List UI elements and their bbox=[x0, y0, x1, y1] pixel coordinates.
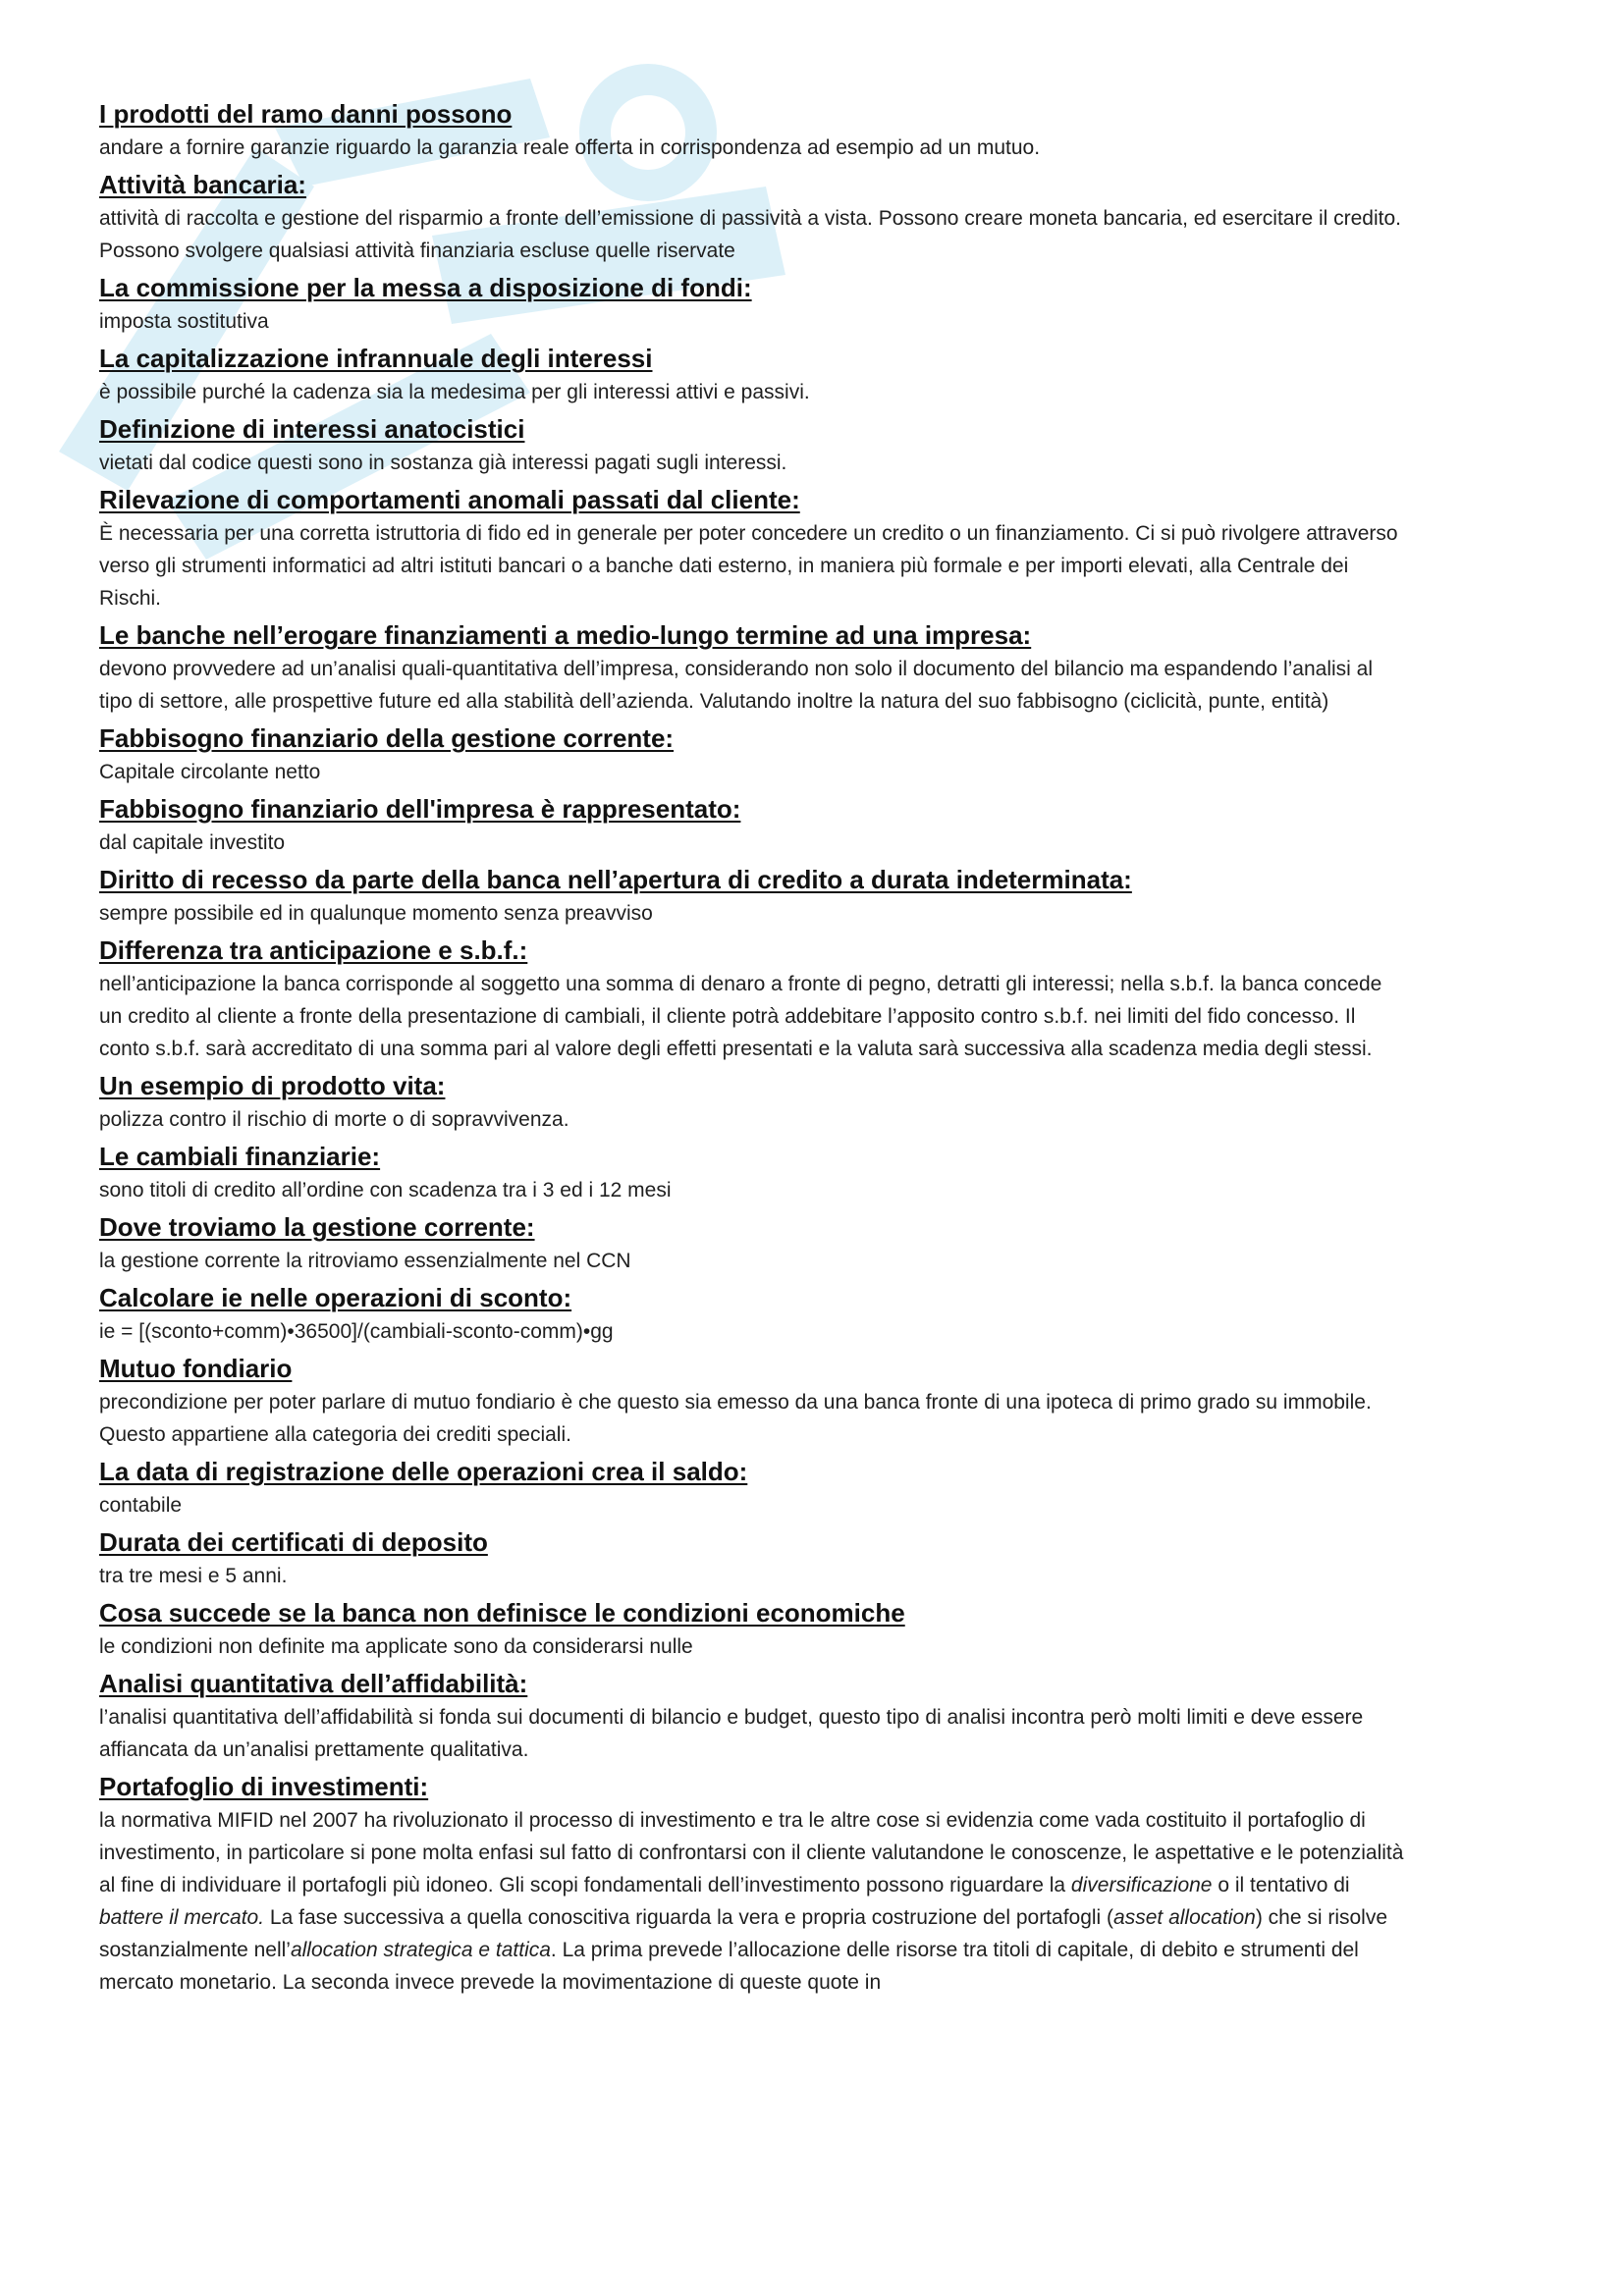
qa-entry bbox=[99, 482, 1405, 614]
qa-entry bbox=[99, 1524, 1405, 1592]
entry-heading: La commissione per la messa a disposizione di fondi: bbox=[99, 273, 752, 302]
document-page bbox=[99, 96, 1405, 2002]
body-text: o il tentativo di bbox=[1212, 1874, 1350, 1896]
entry-body: attività di raccolta e gestione del risparmio a fronte dell’emissione di passività a vista. Possono creare moneta bancaria, ed esercitare il credito. Possono svolgere qualsiasi attività finanziaria escluse quelle riservate bbox=[99, 207, 1401, 262]
qa-entry bbox=[99, 1209, 1405, 1277]
entry-body: ie = [(sconto+comm)•36500]/(cambiali-sconto-comm)•gg bbox=[99, 1320, 614, 1343]
entry-body: Capitale circolante netto bbox=[99, 761, 321, 783]
entry-body: devono provvedere ad un’analisi quali-quantitativa dell’impresa, considerando non solo il documento del bilancio ma espandendo l’analisi al tipo di settore, alle prospettive future ed alla stabilità dell’azienda. Valutando inoltre la natura del suo fabbisogno (ciclicità, punte, entità) bbox=[99, 658, 1373, 713]
entry-heading: Diritto di recesso da parte della banca nell’apertura di credito a durata indeterminata: bbox=[99, 865, 1132, 894]
qa-entry bbox=[99, 167, 1405, 267]
entry-body: precondizione per poter parlare di mutuo fondiario è che questo sia emesso da una banca fronte di una ipoteca di primo grado su immobile. Questo appartiene alla categoria dei crediti speciali. bbox=[99, 1391, 1372, 1446]
body-text: . La prima prevede l’allocazione delle risorse tra titoli di capitale, di debito e strumenti del mercato monetario. La seconda invece prevede la movimentazione di queste quote in bbox=[99, 1939, 1359, 1994]
entry-heading: Un esempio di prodotto vita: bbox=[99, 1071, 446, 1100]
qa-entry-portfolio bbox=[99, 1769, 1405, 1999]
entry-body: è possibile purché la cadenza sia la medesima per gli interessi attivi e passivi. bbox=[99, 381, 810, 403]
entry-heading: La capitalizzazione infrannuale degli interessi bbox=[99, 344, 653, 373]
qa-entry bbox=[99, 411, 1405, 479]
qa-entry bbox=[99, 341, 1405, 408]
qa-entry bbox=[99, 1454, 1405, 1522]
body-text: ) che si risolve sostanzialmente nell’ bbox=[99, 1906, 1388, 1961]
entry-heading: Definizione di interessi anatocistici bbox=[99, 414, 525, 444]
entry-body: vietati dal codice questi sono in sostanza già interessi pagati sugli interessi. bbox=[99, 452, 787, 474]
entry-heading: Calcolare ie nelle operazioni di sconto: bbox=[99, 1283, 572, 1312]
italic-term: allocation strategica e tattica bbox=[290, 1939, 551, 1961]
entry-body: la gestione corrente la ritroviamo essenzialmente nel CCN bbox=[99, 1250, 631, 1272]
entry-heading: Dove troviamo la gestione corrente: bbox=[99, 1212, 535, 1242]
entry-body: tra tre mesi e 5 anni. bbox=[99, 1565, 288, 1587]
entry-body: imposta sostitutiva bbox=[99, 310, 269, 333]
entry-body: dal capitale investito bbox=[99, 831, 286, 854]
entry-heading: Durata dei certificati di deposito bbox=[99, 1527, 488, 1557]
entry-body: l’analisi quantitativa dell’affidabilità si fonda sui documenti di bilancio e budget, questo tipo di analisi incontra però molti limiti e deve essere affiancata da un’analisi prettamente qualitativa. bbox=[99, 1706, 1364, 1761]
entry-heading: Rilevazione di comportamenti anomali passati dal cliente: bbox=[99, 485, 800, 514]
body-text: La fase successiva a quella conoscitiva riguarda la vera e propria costruzione del portafogli ( bbox=[264, 1906, 1114, 1929]
entry-heading: Fabbisogno finanziario della gestione corrente: bbox=[99, 723, 675, 753]
italic-term: asset allocation bbox=[1113, 1906, 1256, 1929]
qa-entry bbox=[99, 791, 1405, 859]
entry-heading: Analisi quantitativa dell’affidabilità: bbox=[99, 1669, 528, 1698]
entry-body bbox=[99, 1804, 1405, 1999]
entry-heading: I prodotti del ramo danni possono bbox=[99, 99, 513, 129]
entry-body: sempre possibile ed in qualunque momento senza preavviso bbox=[99, 902, 653, 925]
qa-entry bbox=[99, 933, 1405, 1065]
entry-heading: Differenza tra anticipazione e s.b.f.: bbox=[99, 935, 528, 965]
entry-body: le condizioni non definite ma applicate sono da considerarsi nulle bbox=[99, 1635, 693, 1658]
entry-heading: Cosa succede se la banca non definisce le condizioni economiche bbox=[99, 1598, 905, 1628]
entry-body: polizza contro il rischio di morte o di sopravvivenza. bbox=[99, 1108, 569, 1131]
entry-body: nell’anticipazione la banca corrisponde al soggetto una somma di denaro a fronte di pegno, detratti gli interessi; nella s.b.f. la banca concede un credito al cliente a fronte della presentazione di cambiali, il cliente potrà addebitare l’apposito contro s.b.f. nei limiti del fido concesso. Il conto s.b.f. sarà accreditato di una somma pari al valore degli effetti presentati e la valuta sarà successiva alla scadenza media degli stessi. bbox=[99, 973, 1382, 1060]
qa-entry bbox=[99, 1139, 1405, 1206]
entry-heading: Attività bancaria: bbox=[99, 170, 306, 199]
entry-heading: Fabbisogno finanziario dell'impresa è rappresentato: bbox=[99, 794, 741, 824]
italic-term: diversificazione bbox=[1070, 1874, 1213, 1896]
qa-entry bbox=[99, 617, 1405, 718]
qa-entry bbox=[99, 862, 1405, 930]
qa-entry bbox=[99, 1280, 1405, 1348]
italic-term: battere il mercato. bbox=[99, 1906, 265, 1929]
qa-entry bbox=[99, 270, 1405, 338]
entry-heading: Mutuo fondiario bbox=[99, 1354, 293, 1383]
entry-heading: Portafoglio di investimenti: bbox=[99, 1772, 429, 1801]
qa-entry bbox=[99, 721, 1405, 788]
entry-heading: Le cambiali finanziarie: bbox=[99, 1142, 381, 1171]
entry-body: È necessaria per una corretta istruttoria di fido ed in generale per poter concedere un credito o un finanziamento. Ci si può rivolgere attraverso verso gli strumenti informatici ad altri istituti bancari o a banche dati esterno, in maniera più formale e per importi elevati, alla Centrale dei Rischi. bbox=[99, 522, 1398, 610]
entry-heading: Le banche nell’erogare finanziamenti a medio-lungo termine ad una impresa: bbox=[99, 620, 1032, 650]
qa-entry bbox=[99, 1351, 1405, 1451]
entry-body: sono titoli di credito all’ordine con scadenza tra i 3 ed i 12 mesi bbox=[99, 1179, 672, 1201]
entry-body: andare a fornire garanzie riguardo la garanzia reale offerta in corrispondenza ad esempio ad un mutuo. bbox=[99, 136, 1041, 159]
qa-entry bbox=[99, 1666, 1405, 1766]
qa-entry bbox=[99, 1068, 1405, 1136]
body-text: la normativa MIFID nel 2007 ha rivoluzionato il processo di investimento e tra le altre cose si evidenzia come vada costituito il portafoglio di investimento, in particolare si pone molta enfasi sul fatto di confrontarsi con il cliente valutandone le conoscenze, le aspettative e le potenzialità al fine di individuare il portafogli più idoneo. Gli scopi fondamentali dell’investimento possono riguardare la bbox=[99, 1809, 1404, 1896]
qa-entry bbox=[99, 1595, 1405, 1663]
qa-entry bbox=[99, 96, 1405, 164]
entry-body: contabile bbox=[99, 1494, 183, 1517]
entry-heading: La data di registrazione delle operazioni crea il saldo: bbox=[99, 1457, 748, 1486]
